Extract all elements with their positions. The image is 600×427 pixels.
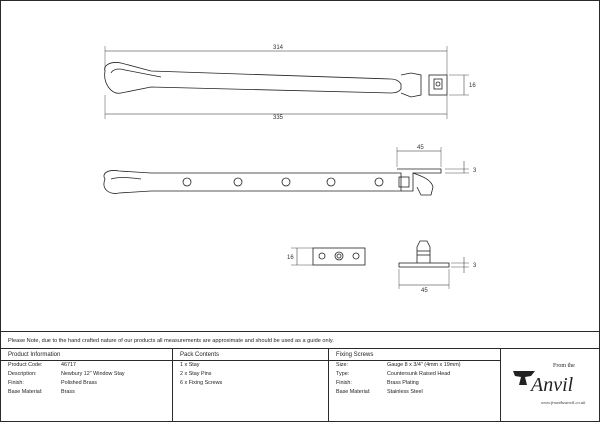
dim-314: 314	[273, 45, 284, 51]
pin-plate	[313, 248, 365, 265]
row-value: 46717	[61, 362, 76, 368]
row-label: Size:	[336, 362, 348, 368]
dim-16-top: 16	[469, 83, 476, 89]
row-value: Polished Brass	[61, 380, 97, 386]
pack-item-text: 1 x Stay	[180, 362, 200, 368]
row-label: Base Material:	[336, 389, 371, 395]
disclaimer-note: Please Note, due to the hand crafted nature of our products all measurements are approximate and should be used as a guide only.	[1, 331, 599, 349]
dim-335: 335	[273, 115, 284, 121]
fixing-row	[329, 361, 500, 370]
pack-item	[173, 370, 328, 379]
fixing-row	[329, 370, 500, 379]
dim-45-top: 45	[417, 145, 424, 151]
logo-url: www.fromtheanvil.co.uk	[541, 400, 586, 405]
row-label: Base Material:	[8, 389, 43, 395]
pack-item	[173, 361, 328, 370]
technical-drawing	[1, 1, 600, 331]
product-info-row	[1, 370, 172, 379]
row-value: Newbury 12" Window Stay	[61, 371, 125, 377]
stay-top-view	[105, 62, 447, 97]
pin-side-view	[399, 241, 449, 267]
logo-brand: Anvil	[531, 374, 574, 396]
dim-3-side: 3	[473, 168, 477, 174]
row-label: Finish:	[336, 380, 352, 386]
dim-16-plate: 16	[287, 255, 294, 261]
row-label: Product Code:	[8, 362, 43, 368]
product-info-row	[1, 361, 172, 370]
fixing-row	[329, 388, 500, 397]
row-value: Brass Plating	[387, 380, 419, 386]
pack-item-text: 2 x Stay Pins	[180, 371, 212, 377]
pack-item	[173, 379, 328, 388]
row-value: Countersunk Raised Head	[387, 371, 451, 377]
fixing-screws-column	[329, 349, 501, 422]
row-label: Description:	[8, 371, 37, 377]
row-value: Brass	[61, 389, 75, 395]
row-label: Finish:	[8, 380, 24, 386]
product-info-column	[1, 349, 173, 422]
pack-contents-column	[173, 349, 329, 422]
fixing-screws-heading: Fixing Screws	[329, 349, 500, 361]
pack-contents-heading: Pack Contents	[173, 349, 328, 361]
pack-item-text: 6 x Fixing Screws	[180, 380, 223, 386]
dim-45-pin: 45	[421, 288, 428, 294]
logo-tagline: From the	[553, 363, 575, 369]
fixing-row	[329, 379, 500, 388]
row-label: Type:	[336, 371, 350, 377]
stay-plan-view	[104, 169, 441, 195]
product-table	[1, 349, 599, 422]
row-value: Gauge 8 x 3/4" (4mm x 19mm)	[387, 362, 461, 368]
dim-3-pin: 3	[473, 263, 477, 269]
row-value: Stainless Steel	[387, 389, 423, 395]
product-info-row	[1, 379, 172, 388]
anvil-logo	[501, 349, 599, 422]
product-info-heading: Product Information	[1, 349, 172, 361]
product-info-row	[1, 388, 172, 397]
